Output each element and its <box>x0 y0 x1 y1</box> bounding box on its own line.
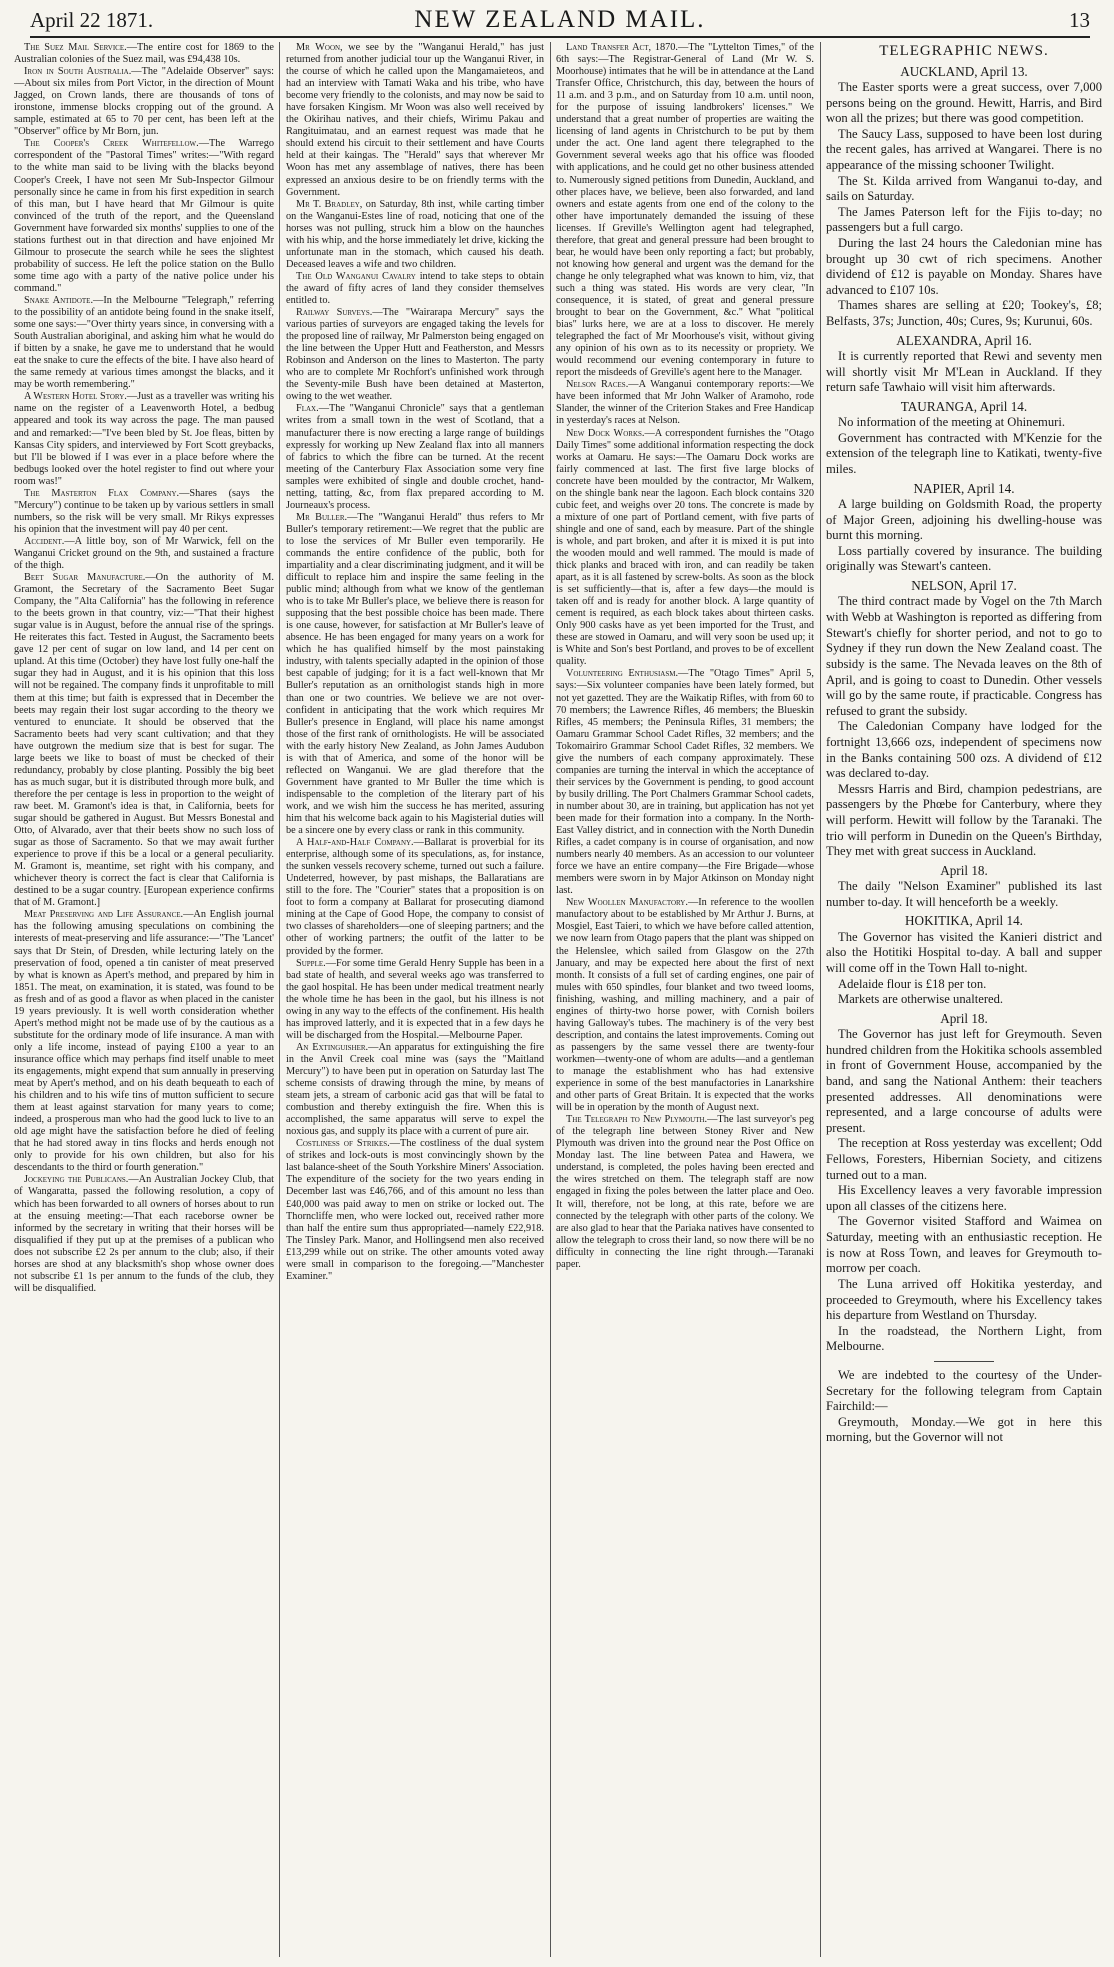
article-body: —An Australian Jockey Club, that of Wangaratta, passed the following resolution, a copy of which has been forwarded to all owners of horses about to run at the ensuing meeting:—That each raceborse owner be informed by the secretary in writing that their horses will be disqualified if they put up at the premises of a publican who does not subscribe £2 2s per annum to the club; also, if their horses are shod at any blacksmith's shop whose owner does not subscribe £1 1s per annum to the funds of the club, they will be disqualified. <box>14 1174 274 1294</box>
issue-date: April 22 1871. <box>30 8 154 32</box>
article-body: we see by the "Wanganui Herald," has just returned from another judicial tour up the Wanganui River, in the course of which he called upon the Mangamaieteos, and had an interview with Tamati Waka and his tribe, who have become very friendly to the colonists, and may now be said to have forsaken Kingism. Mr Woon was also well received by the Okirihau natives, and their chiefs, Wirimu Pakau and Rangituimatau, and an earnest request was made that he should extend his circuit to their settlement and have Courts held at their kaingas. The "Herald" says that wherever Mr Woon has met any assemblage of natives, there has been expressed an anxious desire to be on friendly terms with the Government. <box>286 42 544 198</box>
telegraph-paragraph: It is currently reported that Rewi and seventy men will shortly visit Mr M'Lean in Auckland. If they return safe Tawhaio will visit him afterwards. <box>826 349 1102 395</box>
article-heading: Costliness of Strikes. <box>296 1138 390 1150</box>
article-body: —The entire cost for 1869 to the Australian colonies of the Suez mail, was £94,438 10s. <box>14 42 274 66</box>
article-body: —The "Lyttelton Times," of the 6th says:—The Registrar-General of Land (Mr W. S. Moorhouse) intimates that he will be in attendance at the Land Transfer Office, Christchurch, this day, between the hours of 11 a.m. and 3 p.m., and on Saturday from 10 a.m. until noon, for the purpose of issuing landbrokers' licenses." We understand that a great number of properties are waiting the licensing of land agents in Christchurch to be put by them under the act. One land agent there telegraphed to the Government several weeks ago that his office was flooded with applications, and he could get no other business attended to. Numerously signed petitions from Dunedin, Auckland, and other places have, we believe, been also forwarded, and land owners and estate agents from one end of the colony to the other have importunately demanded the issuing of these licenses. If Greville's Wellington agent had telegraphed, therefore, that great and general pressure had been brought to bear, he would have been only reporting a fact; but probably, not knowing how general and urgent was the demand for the change he only telegraphed what was known to him, viz, that such a thing was stated. His words are very clear, "In consequence, it is stated, of great and general pressure brought to bear on the Government, &c." What "political bias" lurks here, we are at a loss to discover. He merely telegraphed the fact of Mr Moorhouse's visit, without giving any opinion of his own as to its necessity or propriety. We would recommend our evening contemporary in future to report the misdeeds of Greville's agent here to the Manager. <box>556 42 814 379</box>
telegraph-dateline: April 18. <box>940 862 988 878</box>
column-rule <box>820 42 821 1957</box>
article-heading: Volunteering Enthusiasm. <box>566 668 679 680</box>
article-heading: Jockeying the Publicans. <box>24 1174 129 1186</box>
page-number: 13 <box>1069 8 1090 32</box>
article <box>556 428 814 669</box>
article-heading: Accident. <box>24 535 65 547</box>
closing-paragraph: Greymouth, Monday.—We got in here this morning, but the Governor will not <box>826 1414 1102 1445</box>
article-heading: Iron in South Australia. <box>24 66 132 78</box>
article <box>286 1042 544 1138</box>
article <box>286 199 544 271</box>
telegraph-dateline: HOKITIKA, April 14. <box>905 913 1023 929</box>
divider <box>934 1361 994 1362</box>
telegraph-paragraph: The daily "Nelson Examiner" published its last number to-day. It will henceforth be a weekly. <box>826 879 1102 909</box>
article <box>556 668 814 897</box>
article <box>14 1174 274 1294</box>
telegraph-paragraph: The third contract made by Vogel on the 7th March with Webb at Washington is reported as differing from Stewart's chiefly for shorter period, and not to go to Sydney if they run down the New Zealand coast. The subsidy is the same. The Nevada leaves on the 8th of April, and is going to coast to Dunedin. Other vessels will go by the same route, if practicable. Congress has refused to grant the subsidy. <box>826 594 1102 718</box>
telegraphic-news-column <box>826 42 1102 1962</box>
telegraph-paragraph: The Governor visited Stafford and Waimea on Saturday, meeting with an enthusiastic reception. He is now at Ross Town, and leaves for Greymouth to-morrow per coach. <box>826 1214 1102 1276</box>
telegraph-paragraph: Government has contracted with M'Kenzie for the extension of the telegraph line to Katikati, twenty-five miles. <box>826 430 1102 477</box>
telegraph-dateline: NELSON, April 17. <box>911 578 1017 594</box>
telegraph-dateline: TAURANGA, April 14. <box>900 398 1028 414</box>
article-body: —Shares (says the "Mercury") continue to be taken up by various settlers in small numbers, so the risk will be very small. Mr Rikys expresses his opinion that the investment will pay 40 per cent. <box>14 487 274 535</box>
article-body: —An apparatus for extinguishing the fire in the Anvil Creek coal mine was (says the "Maitland Mercury") to have been put in operation on Saturday last The scheme consists of drawing through the mine, by means of steam jets, a stream of carbonic acid gas that will be fatal to combustion and thereby extinguish the fire. When this is accomplished, the same apparatus will serve to expel the noxious gas, and supply its place with a current of pure air. <box>286 1041 544 1138</box>
telegraph-sections <box>826 64 1102 1355</box>
article <box>286 958 544 1042</box>
telegraph-paragraph: Adelaide flour is £18 per ton. <box>838 976 987 991</box>
article-heading: The Old Wanganui Cavalry <box>296 270 416 282</box>
article-heading: Snake Antidote. <box>24 294 94 306</box>
article-heading: A Western Hotel Story. <box>24 391 127 403</box>
article-body: on Saturday, 8th inst, while carting timber on the Wanganui-Estes line of road, noticing that one of the horses was not pulling, struck him a blow on the haunches with his whip, and the horse immediately let drive, kicking the unfortunate man in the stomach, which caused his death. Deceased leaves a wife and two children. <box>286 198 544 270</box>
article-body: —A little boy, son of Mr Warwick, fell on the Wanganui Cricket ground on the 9th, and sustained a fracture of the thigh. <box>14 535 274 572</box>
telegraph-paragraph: Messrs Harris and Bird, champion pedestrians, are passengers by the Phœbe for Canterbury, where they will perform. Hewitt will follow by the Taranaki. The trio will perform in Dunedin on the Queen's Birthday, They met with great success in Auckland. <box>826 781 1102 859</box>
article <box>286 1138 544 1283</box>
telegraph-paragraph: The St. Kilda arrived from Wanganui to-day, and sails on Saturday. <box>826 173 1102 204</box>
article-heading: Railway Surveys. <box>296 307 373 319</box>
article <box>556 897 814 1114</box>
closing-paragraph: We are indebted to the courtesy of the Under-Secretary for the following telegram from Captain Fairchild:— <box>826 1367 1102 1414</box>
article-heading: Flax. <box>296 403 319 415</box>
article-heading: New Woollen Manufactory. <box>566 897 688 909</box>
article-heading: An Extinguisher. <box>296 1041 369 1053</box>
article-body: —In reference to the woollen manufactory about to be established by Mr Arthur J. Burns, at Mosgiel, East Taieri, to which we have before called attention, we now learn from Otago papers that the plant was shipped on the Helenslee, which sailed from Glasgow on the 27th January, and may be expected here about the first of next month. It consists of a full set of carding engines, one pair of mules with 650 spindles, four blanket and two tweed looms, finishing, washing, and milling machinery, and a pair of engines of thirty-two horse power, with Cornish boilers having Galloway's tubes. The machinery is of the very best description, and contains the latest improvements. Coming out as passengers by the same vessel there are twenty-four workmen—twenty-one of whom are adults—and a gentleman to manage the establishment who has had extensive experience in some of the best manufactories in Lanarkshire and other parts of Great Britain. It is expected that the works will be in operation by the month of August next. <box>556 897 814 1114</box>
article-body: —The "Otago Times" April 5, says:—Six volunteer companies have been lately formed, but not yet gazetted. They are the Waikatip Rifles, with from 60 to 70 members; the Lawrence Rifles, 46 members; the Blueskin Rifles, 45 members; the Peninsula Rifles, 31 members; the Oamaru Grammar School Cadet Rifles, 32 members; and the Tokomairiro Grammar School Cadet Rifles, 32 members. We give the numbers of each company approximately. These companies are turning the interval in which the acceptance of their services by the Government is pending, to good account by busily drilling. The Port Chalmers Grammar School cadets, in number about 30, are in training, but application has not yet been made for their formation into a company. In the North-East Valley district, and in connection with the North Dunedin Rifles, a cadet company is in course of organisation, and now numbers nearly 40 members. As an accession to our volunteer force we have an entire company—the Fire Brigade—whose members were sworn in by Major Atkinson on Monday night last. <box>556 668 814 897</box>
article <box>14 536 274 572</box>
telegraph-paragraph: His Excellency leaves a very favorable impression upon all classes of the citizens here. <box>826 1183 1102 1213</box>
article <box>14 909 274 1174</box>
column-1 <box>14 42 274 1962</box>
article-body: —The last surveyor's peg of the telegraph line between Stoney River and New Plymouth was driven into the ground near the Post Office on Monday last. The line between Patea and Hawera, we understand, is completed, the poles having been erected and the wires stretched on them. The telegraph staff are now engaged in fixing the poles between the latter place and Oeo. It will, therefore, not be long, at this rate, before we are connected by the telegraph with other parts of the colony. We are also glad to hear that the Pariaka natives have consented to allow the telegraph to cross their land, so now there will be no difficulty in connecting the line right through.—Taranaki paper. <box>556 1114 814 1270</box>
article-heading: Land Transfer Act, 1870. <box>566 42 679 53</box>
article-heading: A Half-and-Half Company. <box>296 837 414 849</box>
article-body: —An English journal has the following amusing speculations on combining the interests of meat-preserving and life assurance:—"The 'Lancet' says that Dr Stein, of Dresden, while lecturing lately on the preservation of food, opened a tin canister of meat preserved by what is known as Apert's method, and prepared by him in 1851. The meat, on examination, it is stated, was found to be as fresh and of as good a flavor as when placed in the canister 19 years previously. It is well worth consideration whether Apert's method might not be made use of by the cautious as a substitute for the ordinary mode of life insurance. A man with only a life income, instead of paying £100 a year to an insurance office which may perhaps find itself unable to meet its engagements, might expend that sum annually in preserving meat by Apert's method, and on his death bequeath to each of his children and to his wife tins of mutton sufficient to secure them at least against starvation for many years to come; indeed, a prosperous man who had the good luck to live to an old age might have the satisfaction before he died of feeling that he had stored away in tins flocks and herds enough not only to provide for his own children, but also for his descendants to the third or fourth generation." <box>14 909 274 1174</box>
telegraph-paragraph: During the last 24 hours the Caledonian mine has brought up 30 cwt of rich specimens. Another dividend of £12 is payable on Monday. Shares have advanced to £107 10s. <box>826 236 1102 297</box>
telegraph-paragraph: The James Paterson left for the Fijis to-day; no passengers but a full cargo. <box>826 204 1102 235</box>
article <box>556 42 814 379</box>
article-heading: Mr Woon, <box>296 42 343 53</box>
article-heading: Beet Sugar Manufacture. <box>24 572 146 584</box>
article-heading: The Masterton Flax Company. <box>24 487 180 499</box>
article <box>286 837 544 957</box>
article-heading: New Dock Works. <box>566 427 645 439</box>
article <box>14 572 274 909</box>
article <box>286 512 544 837</box>
article <box>286 271 544 307</box>
telegraph-dateline: April 18. <box>940 1010 988 1026</box>
telegraph-paragraph: The Saucy Lass, supposed to have been lost during the recent gales, has arrived at Wangarei. There is no appearance of the missing schooner Twilight. <box>826 126 1102 172</box>
column-rule <box>279 42 280 1957</box>
article-heading: Mr T. Bradley, <box>296 198 363 210</box>
telegraph-paragraph: The Governor has visited the Kanieri district and also the Hotitiki Hospital to-day. A ball and supper will come off in the Town Hall to-night. <box>826 929 1102 975</box>
article-body: —The "Wairarapa Mercury" says the various parties of surveyors are engaged taking the levels for the proposed line of railway, Mr Palmerston being engaged on the line between the Upper Hutt and Featherston, and Messrs Robinson and Anderson on the lines to Masterton. The party who are to complete Mr Rochfort's unfinished work through the Seventy-mile Bush have been detained at Masterton, owing to the wet weather. <box>286 307 544 403</box>
masthead <box>30 6 1090 38</box>
article-body: —The Warrego correspondent of the "Pastoral Times" writes:—"With regard to the white man said to be living with the blacks beyond Cooper's Creek, I have not seen Mr Sub-Inspector Gilmour personally since he came in from his first expedition in search of this man, but I have heard that Mr Gilmour is quite convinced of the truth of the report, and the Queensland Government have forwarded six months' supplies to one of the stations furthest out in that direction and have enjoined Mr Gilmour to prosecute the search while he sees the slightest probability of success. He left the police station on the Bullo some time ago with a party of the native police under his command." <box>14 138 274 294</box>
telegraph-paragraph: No information of the meeting at Ohinemuri. <box>838 415 1065 430</box>
telegraph-paragraph: The Caledonian Company have lodged for the fortnight 13,666 ozs, independent of specimens now in the Banks containing 500 ozs. A dividend of £12 was declared to-day. <box>826 719 1102 781</box>
telegraph-paragraph: A large building on Goldsmith Road, the property of Major Green, adjoining his dwelling-house was burnt this morning. <box>826 497 1102 543</box>
newspaper-title: NEW ZEALAND MAIL. <box>414 6 706 33</box>
telegraph-paragraph: The Easter sports were a great success, over 7,000 persons being on the ground. Hewitt, Harris, and Bird won all the prizes; but there was good competition. <box>826 79 1102 126</box>
article <box>14 42 274 66</box>
article-body: —Just as a traveller was writing his name on the register of a Leavenworth Hotel, a bedbug appeared and took its way across the page. The man paused and and remarked:—"I've been bled by St. Joe fleas, bitten by Kansas City spiders, and interviewed by Fort Scott greybacks, but I'll be blowed if I was ever in a place before where the bedbugs looked over the hotel register to find out where your room was!" <box>14 391 274 487</box>
article-body: —The "Wanganui Herald" thus refers to Mr Buller's temporary retirement:—We regret that the public are to lose the services of Mr Buller even temporarily. He commands the entire confidence of the public, both for impartiality and a clear discriminating judgment, and it will be difficult to replace him and inspire the same feeling in the public mind; although from what we know of the gentleman who is to take Mr Buller's place, we believe there is reason for supposing that the best possible choice has been made. There is one cause, however, for satisfaction at Mr Buller's leave of absence. He has been engaged for many years on a work for which he has qualified himself by the most painstaking industry, with talents specially adapted in the opinion of those best capable of judging; for it is a fact well-known that Mr Buller's reputation as an ornithologist stands high in more than one or two countries. We believe we are not over-confident in anticipating that the work which requires Mr Buller's presence in England, will place his name amongst those of the first rank of ornithologists. He will be associated with the early history New Zealand, as John James Audubon is with that of America, and some of the honor will be reflected on Wanganui. We are glad therefore that the Government have granted to Mr Buller the time which is indispensable to the completion of the literary part of his work, and we wish him the success he has merited, assuring him that his welcome back again to his Magisterial duties will be a sincere one by every class or rank in this community. <box>286 511 544 837</box>
article-body: —Ballarat is proverbial for its enterprise, although some of its speculations, as, for instance, the sunken vessels recovery scheme, turned out such a failure. Undeterred, however, by past mishaps, the Ballaratians are still to the fore. The "Courier" states that a proposition is on foot to form a company at Ballarat for prosecuting diamond mining at the Cape of Good Hope, the company to consist of two classes of shareholders—one of sleeping partners; and the other of working partners; the outfit of the latter to be provided by the former. <box>286 837 544 957</box>
article-body: —The costliness of the dual system of strikes and lock-outs is most convincingly shown by the last balance-sheet of the South Yorkshire Miners' Association. The expenditure of the society for the two years ending in December last was £46,766, and of this amount no less than £40,000 was paid away to men on strike or locked out. The Thorncliffe men, who were locked out, received rather more than half the entire sum thus appropriated—namely £22,918. The Tinsley Park. Manor, and Hollingsend men also received £13,299 while out on strike. The other amounts voted away were small in comparison to the foregoing.—"Manchester Examiner." <box>286 1138 544 1282</box>
column-2 <box>286 42 544 1957</box>
article <box>14 488 274 536</box>
article-heading: The Suez Mail Service. <box>24 42 127 53</box>
article-heading: Meat Preserving and Life Assurance. <box>24 909 184 921</box>
article <box>14 391 274 487</box>
article-body: —A correspondent furnishes the "Otago Daily Times" some additional information respecting the dock works at Oamaru. He says:—The Oamaru Dock works are fairly commenced at last. The first five large blocks of concrete have been moulded by the contractor, Mr Walkem, on the shingle bank near the lagoon. Each block contains 320 cubic feet, and weighs over 20 tons. The concrete is made by a mixture of one part of Portland cement, with five parts of shingle and one of sand, each by measure. Part of the shingle is whole, and part broken, and after it is mixed it is put into the wooden mould and well rammed. The mould is made of thick planks and braced with iron, and can readily be taken apart, as it is all fastened by screw-bolts. As soon as the block is set sufficiently—that is, after a few days—the mould is taken off and is ready for another block. A large quantity of cement is required, as each block takes about thirteen casks. Only 900 casks have as yet been imported for the Trust, and these are stowed in Oamaru, and will very soon be used up; it is White and Son's best Portland, and proves to be of excellent quality. <box>556 427 814 668</box>
article <box>286 307 544 403</box>
article-heading: The Telegraph to New Plymouth. <box>566 1114 708 1126</box>
article-body: —The "Wanganui Chronicle" says that a gentleman writes from a small town in the west of Scotland, that a manufacturer there is now erecting a large range of buildings expressly for working up New Zealand flax into all manners of fabrics to which the fibre can be turned. At the recent meeting of the Canterbury Flax Association some very fine samples were exhibited of single and double crochet, hand-netting, tatting, &c, from flax prepared according to M. Journeaux's process. <box>286 403 544 511</box>
article <box>556 379 814 427</box>
telegraph-paragraph: The Luna arrived off Hokitika yesterday, and proceeded to Greymouth, where his Excellency takes his departure from Westland on Thursday. <box>826 1276 1102 1323</box>
article <box>14 66 274 138</box>
article-heading: Nelson Races. <box>566 379 629 391</box>
article <box>286 403 544 511</box>
article <box>14 138 274 295</box>
telegraph-paragraph: The Governor has just left for Greymouth. Seven hundred children from the Hokitika schools assembled in front of Government House, accompanied by the band, and sang the National Anthem: their teachers presented addresses. All denominations were represented, and a large concourse of adults were present. <box>826 1027 1102 1135</box>
article-body: intend to take steps to obtain the award of fifty acres of land they consider themselves entitled to. <box>286 270 544 306</box>
article <box>14 295 274 391</box>
article <box>286 42 544 199</box>
telegraph-dateline: AUCKLAND, April 13. <box>900 63 1028 79</box>
article-heading: The Cooper's Creek Whitefellow. <box>24 138 199 150</box>
column-rule <box>550 42 551 1957</box>
article-heading: Supple. <box>296 957 326 969</box>
telegraph-dateline: ALEXANDRA, April 16. <box>896 332 1032 348</box>
telegraph-paragraph: Thames shares are selling at £20; Tookey's, £8; Belfasts, 37s; Junction, 40s; Cures, 9s; Kurunui, 60s. <box>826 298 1102 329</box>
column-3 <box>556 42 814 1957</box>
article-body: —In the Melbourne "Telegraph," referring to the possibility of an antidote being found in the snake itself, some one says:—"Over thirty years since, in conversing with a South Australian aboriginal, and asking him what he would do if bitten by a snake, he gave me to understand that he would eat the snake to cure the effects of the bite. I have also heard of the same remedy at various times amongst the blacks, and it may be worth remembering." <box>14 294 274 391</box>
article <box>556 1114 814 1271</box>
article-body: —For some time Gerald Henry Supple has been in a bad state of health, and several weeks ago was transferred to the gaol hospital. He has been under medical treatment nearly the whole time he has been in the gaol, but his illness is not owing in any way to the effects of the confinement. His health has improved latterly, and it is expected that in a few days he will be discharged from the Hospital.—Melbourne Paper. <box>286 957 544 1041</box>
telegraph-paragraph: In the roadstead, the Northern Light, from Melbourne. <box>826 1323 1102 1354</box>
telegraph-dateline: NAPIER, April 14. <box>913 480 1015 496</box>
telegraph-paragraph: Loss partially covered by insurance. The building originally was Stewart's canteen. <box>826 543 1102 574</box>
article-heading: Mr Buller. <box>296 511 348 523</box>
article-body: —On the authority of M. Gramont, the Secretary of the Sacramento Beet Sugar Company, the "Alta California" has the following in reference to the beets grown in that country, viz:—"That their highest sugar value is in August, before the annual rise of the springs. He reiterates this fact. Tested in August, the Sacramento beets gave 12 per cent of sugar on low land, and 14 per cent on upland. At this time (October) they have lost fully one-half the sugar they had in August, and it is his opinion that this loss will not be regained. The company finds it unprofitable to mill them at this time; but faith is expressed that in December the beets may regain their lost sugar according to the theory we ventured to enunciate. It should be observed that the Sacramento beets had very scant cultivation; and that they have outgrown the medium size that is best for sugar. The large beets we like to boast of must be checked of their redundancy, probably by close planting. Possibly the big beet has as much sugar, but it is distributed through more bulk, and therefore the per centage is less in proportion to the weight of raw beet. M. Gramont's idea is that, in California, beets for sugar should be gathered in August. But Messrs Bonestal and Otto, of Alvarado, aver that their beets show no such loss of sugar as those of Sacramento. So that we may await further experience to prove if this be a local or a general peculiarity. M. Gramont is, meantime, set right with his company, and whichever theory is correct the fact is clear that California is destined to be a sugar country. [European experience confirms that of M. Gramont.] <box>14 572 274 909</box>
article-body: —The "Adelaide Observer" says:—About six miles from Port Victor, in the direction of Mount Jagged, on Crown lands, there are thousands of tons of ironstone, immense blocks cropping out of the ground. A sample, estimated at 65 to 70 per cent, has been left at the "Observer" office by Mr Born, jun. <box>14 66 274 138</box>
article-body: —A Wanganui contemporary reports:—We have been informed that Mr John Walker of Aramoho, rode Slander, the winner of the Criterion Stakes and Free Handicap in yesterday's races at Nelson. <box>556 379 814 427</box>
telegraph-paragraph: The reception at Ross yesterday was excellent; Odd Fellows, Foresters, Hibernian Society, and citizens turned out to a man. <box>826 1136 1102 1182</box>
telegraph-paragraph: Markets are otherwise unaltered. <box>838 992 1004 1007</box>
telegraphic-news-heading: TELEGRAPHIC NEWS. <box>879 43 1049 59</box>
